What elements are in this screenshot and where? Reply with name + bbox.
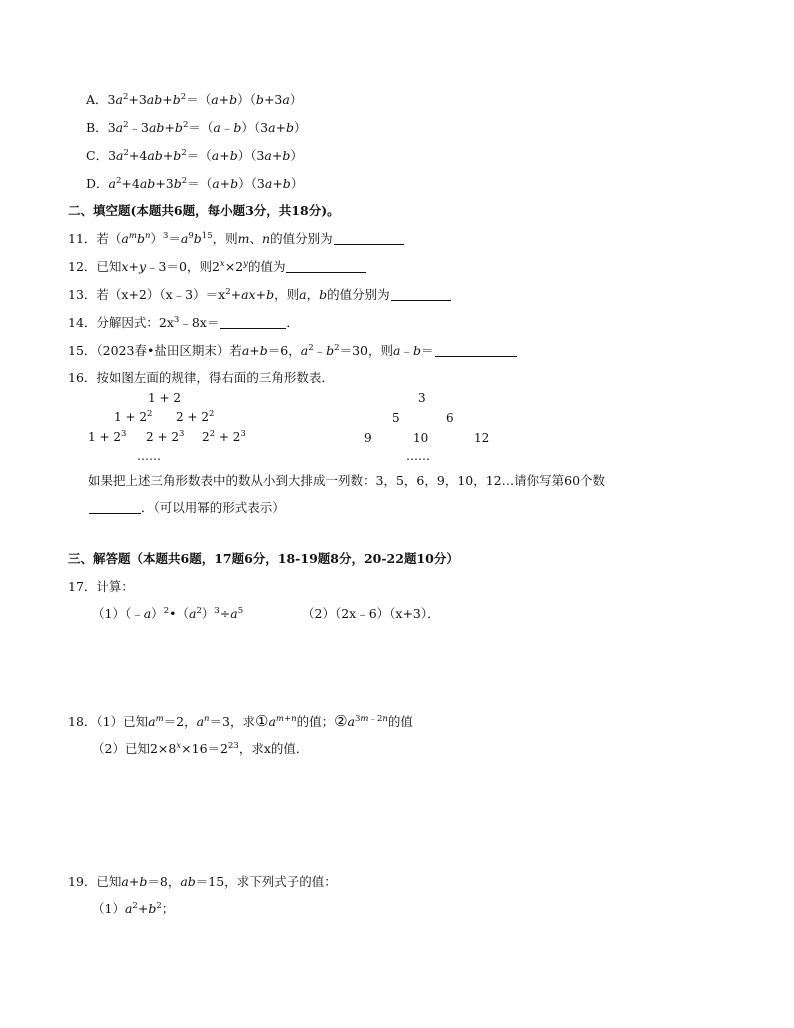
q12-pre: 已知 xyxy=(96,259,122,274)
q16-text: 按如图左面的规律，得右面的三角形数表． xyxy=(96,370,334,385)
q18-tail: ，求x的值． xyxy=(238,741,309,756)
circled-one: ① xyxy=(254,712,269,730)
left-triangle-cell xyxy=(146,430,184,444)
answer-blank[interactable] xyxy=(334,232,404,245)
q17-part-1: $(1)(﹣a)^2•(a^2)^3\div a^5$ xyxy=(92,606,244,621)
answer-blank[interactable] xyxy=(286,260,366,273)
right-triangle-cell: 10 xyxy=(413,431,429,445)
q17-part-2: （2）（2x﹣6）（x+3）． xyxy=(302,606,440,621)
q17-text: 计算： xyxy=(96,579,134,594)
answer-blank[interactable] xyxy=(435,344,517,357)
question-number: 18． xyxy=(68,714,97,729)
left-triangle-cell xyxy=(148,391,181,405)
option-letter: D． xyxy=(86,176,109,191)
section-2-title: 二、填空题(本题共6题，每小题3分，共18分)。 xyxy=(68,203,340,218)
q13-mid: ，则 xyxy=(274,287,300,302)
q11-pre: 若（ xyxy=(96,231,122,246)
question-number: 11． xyxy=(68,231,97,246)
option-b: B．$3a^2﹣3ab+b^2=(a﹣b)(3a+b)$ xyxy=(86,120,307,135)
question-16 xyxy=(68,370,334,386)
part-label: （1）已知 xyxy=(96,714,149,729)
cell-text: 2 xyxy=(202,430,210,444)
right-triangle-cell: 5 xyxy=(392,411,400,425)
option-letter: A． xyxy=(86,92,108,107)
q14-mid: ﹣8x＝ xyxy=(179,315,220,330)
circled-two: ② xyxy=(334,712,348,730)
right-triangle-dots: …… xyxy=(406,449,430,463)
right-triangle-cell: 6 xyxy=(446,411,454,425)
q18-de2: 的值 xyxy=(387,714,413,729)
question-number: 16． xyxy=(68,370,97,385)
q12-mid: ，则 xyxy=(186,259,212,274)
option-d: D．$a^2+4ab+3b^2=(a+b)(3a+b)$ xyxy=(86,176,304,191)
q13-tail: 的值分别为 xyxy=(327,287,390,302)
q13-pre: 若（x+2）（x﹣3）＝x xyxy=(96,287,226,302)
q19-part-1: $(1)a^2+b^2$； xyxy=(92,901,175,916)
question-number: 19． xyxy=(68,874,97,889)
part-label: （1） xyxy=(92,901,125,916)
cell-exp: 2 xyxy=(209,429,216,439)
answer-blank[interactable] xyxy=(220,316,286,329)
cell-text: 1 + 2 xyxy=(148,391,181,405)
cell-text: 1 + 2 xyxy=(88,430,121,444)
q14-pre: 分解因式：2x xyxy=(96,315,174,330)
cell-exp: 3 xyxy=(120,429,127,439)
cell-exp: 2 xyxy=(208,409,215,419)
right-triangle-cell: 9 xyxy=(364,431,372,445)
section-3-title: 三、解答题（本题共6题，17题6分，18-19题8分，20-22题10分） xyxy=(68,551,459,566)
q18-part-2: （2）已知$2\times 8^x\times 16=2^{23}$，求x的值． xyxy=(92,741,309,756)
question-17 xyxy=(68,579,134,595)
right-triangle-cell: 12 xyxy=(474,431,490,445)
q11-tail: 的值分别为 xyxy=(270,231,333,246)
right-triangle-cell: 3 xyxy=(418,391,426,405)
cell-text: 2 + 2 xyxy=(176,410,209,424)
left-triangle-cell xyxy=(202,430,246,444)
cell-exp: 3 xyxy=(240,429,246,439)
q15-pre: （2023春•盐田区期末）若 xyxy=(96,343,242,358)
option-letter: B． xyxy=(86,120,108,135)
question-number: 15． xyxy=(68,343,97,358)
question-number: 13． xyxy=(68,287,97,302)
cell-text: 2 + 2 xyxy=(146,430,179,444)
q18-qiu: ，求 xyxy=(229,714,255,729)
q15-tail: ＝ xyxy=(420,343,434,358)
q15-mid: ，则 xyxy=(367,343,393,358)
left-triangle-cell xyxy=(114,410,152,424)
left-triangle-cell xyxy=(88,430,126,444)
cell-exp: 3 xyxy=(178,429,185,439)
q16-description: 如果把上述三角形数表中的数从小到大排成一列数：3，5，6，9，10，12…请你写第60个数 xyxy=(88,473,606,488)
question-14: 14．分解因式：$2x^3﹣8x=$ ． xyxy=(68,315,299,330)
q16-hint: ．（可以用幂的形式表示） xyxy=(141,500,285,515)
part-label: （1） xyxy=(92,606,125,621)
question-number: 12． xyxy=(68,259,97,274)
question-13: 13．若$(x+2)(x﹣3)=x^2+ax+b$，则a，b的值分别为 xyxy=(68,287,451,303)
q11-mid: ，则 xyxy=(212,231,238,246)
option-letter: C． xyxy=(86,148,109,163)
question-number: 14． xyxy=(68,315,97,330)
option-c: C．$3a^2+4ab+b^2=(a+b)(3a+b)$ xyxy=(86,148,303,163)
question-15: 15．（2023春•盐田区期末）若a+b＝6，$a^2﹣b^2=30$，则a﹣b＝ xyxy=(68,343,517,359)
q19-pre: 已知 xyxy=(96,874,122,889)
question-12: 12．已知x+y﹣3＝0，则$2^x\times 2^y$的值为 xyxy=(68,259,366,275)
question-19: 19．已知a+b＝8，ab＝15，求下列式子的值： xyxy=(68,874,337,889)
q19-tail: ，求下列式子的值： xyxy=(224,874,337,889)
question-number: 17． xyxy=(68,579,97,594)
question-18: 18．（1）已知$a^m=2$，$a^n=3$，求$①a^{m+n}$的值；$②a^{3m﹣2n}$的值 xyxy=(68,712,413,730)
question-11: 11．若$(a^mb^n)^3=a^9b^{15}$，则m、n的值分别为 xyxy=(68,231,404,247)
answer-blank[interactable] xyxy=(89,501,141,514)
answer-blank[interactable] xyxy=(391,288,451,301)
q18-de: 的值； xyxy=(296,714,335,729)
q12-tail: 的值为 xyxy=(247,259,286,274)
option-a: A．$3a^2+3ab+b^2=(a+b)(b+3a)$ xyxy=(86,92,303,107)
part-label: （2）已知2×8 xyxy=(92,741,177,756)
cell-text: + 2 xyxy=(218,430,241,444)
q16-answer-line xyxy=(88,500,285,516)
cell-text: 1 + 2 xyxy=(114,410,147,424)
left-triangle-cell xyxy=(176,410,214,424)
cell-exp: 2 xyxy=(146,409,153,419)
left-triangle-dots: …… xyxy=(137,449,161,463)
